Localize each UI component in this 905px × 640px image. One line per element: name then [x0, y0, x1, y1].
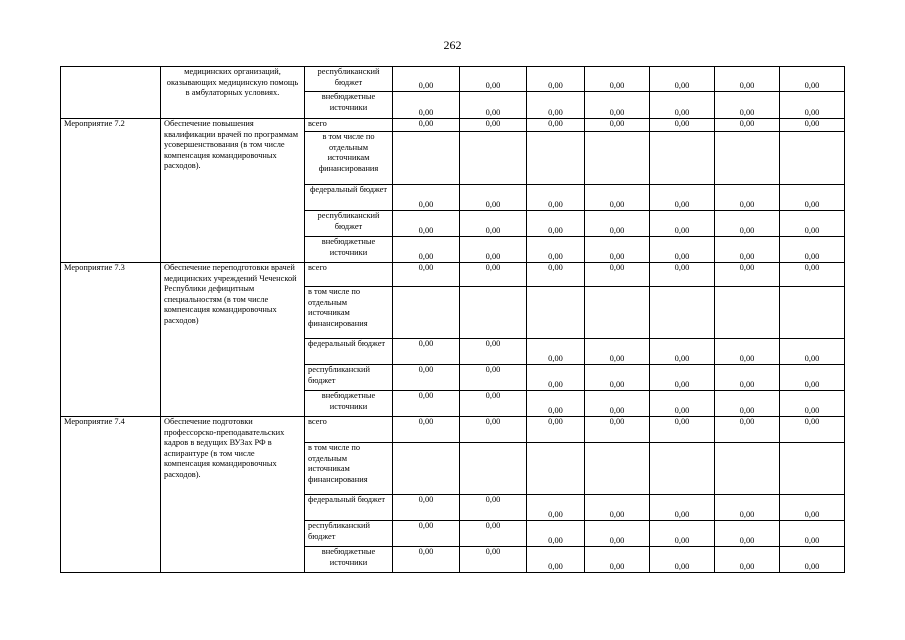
- value-cell: 0,00: [780, 211, 845, 237]
- value-cell: 0,00: [527, 339, 585, 365]
- value-cell: 0,00: [585, 417, 650, 443]
- value-cell: 0,00: [460, 237, 527, 263]
- value-cell: 0,00: [460, 521, 527, 547]
- event-name: Мероприятие 7.3: [61, 263, 161, 417]
- event-name: [61, 67, 161, 119]
- funding-source: федеральный бюджет: [305, 339, 393, 365]
- value-cell: 0,00: [650, 67, 715, 92]
- value-cell: [715, 132, 780, 185]
- value-cell: 0,00: [585, 237, 650, 263]
- value-cell: [393, 132, 460, 185]
- value-cell: 0,00: [460, 211, 527, 237]
- value-cell: [780, 287, 845, 339]
- value-cell: [780, 132, 845, 185]
- value-cell: 0,00: [393, 391, 460, 417]
- value-cell: 0,00: [780, 263, 845, 287]
- value-cell: 0,00: [780, 495, 845, 521]
- value-cell: 0,00: [460, 119, 527, 132]
- value-cell: 0,00: [460, 391, 527, 417]
- value-cell: 0,00: [460, 185, 527, 211]
- value-cell: 0,00: [393, 237, 460, 263]
- funding-source: внебюджетные источники: [305, 237, 393, 263]
- value-cell: 0,00: [715, 417, 780, 443]
- funding-source: всего: [305, 119, 393, 132]
- value-cell: 0,00: [715, 67, 780, 92]
- value-cell: 0,00: [780, 67, 845, 92]
- value-cell: 0,00: [650, 185, 715, 211]
- funding-source: республиканский бюджет: [305, 211, 393, 237]
- value-cell: [715, 287, 780, 339]
- value-cell: 0,00: [393, 417, 460, 443]
- value-cell: 0,00: [460, 92, 527, 119]
- event-name: Мероприятие 7.2: [61, 119, 161, 263]
- table-row: [61, 417, 845, 443]
- funding-source: республиканский бюджет: [305, 365, 393, 391]
- value-cell: 0,00: [527, 92, 585, 119]
- value-cell: 0,00: [715, 237, 780, 263]
- funding-source: федеральный бюджет: [305, 495, 393, 521]
- value-cell: 0,00: [650, 547, 715, 573]
- value-cell: 0,00: [527, 237, 585, 263]
- value-cell: 0,00: [585, 547, 650, 573]
- value-cell: 0,00: [527, 365, 585, 391]
- value-cell: 0,00: [585, 391, 650, 417]
- funding-source: всего: [305, 263, 393, 287]
- value-cell: 0,00: [393, 185, 460, 211]
- value-cell: 0,00: [780, 237, 845, 263]
- value-cell: [650, 443, 715, 495]
- value-cell: 0,00: [527, 417, 585, 443]
- funding-source: республиканский бюджет: [305, 521, 393, 547]
- event-description: Обеспечение переподготовки врачей медицинских учреждений Чеченской Республики дефицитным специальностям (в том числе компенсация командировочных расходов): [161, 263, 305, 417]
- value-cell: 0,00: [715, 92, 780, 119]
- value-cell: 0,00: [585, 263, 650, 287]
- value-cell: 0,00: [715, 391, 780, 417]
- value-cell: 0,00: [585, 185, 650, 211]
- value-cell: 0,00: [460, 417, 527, 443]
- value-cell: 0,00: [393, 67, 460, 92]
- table-row: [61, 263, 845, 287]
- value-cell: 0,00: [650, 365, 715, 391]
- value-cell: [527, 443, 585, 495]
- value-cell: 0,00: [585, 339, 650, 365]
- value-cell: [585, 287, 650, 339]
- value-cell: 0,00: [650, 521, 715, 547]
- value-cell: 0,00: [780, 185, 845, 211]
- value-cell: 0,00: [460, 67, 527, 92]
- value-cell: 0,00: [393, 119, 460, 132]
- value-cell: 0,00: [715, 495, 780, 521]
- value-cell: 0,00: [715, 263, 780, 287]
- value-cell: 0,00: [585, 92, 650, 119]
- event-description: Обеспечение подготовки профессорско-преподавательских кадров в ведущих ВУЗах РФ в аспирантуре (в том числе компенсация командировочных расходов).: [161, 417, 305, 573]
- value-cell: 0,00: [780, 417, 845, 443]
- table-row: [61, 67, 845, 92]
- value-cell: 0,00: [585, 67, 650, 92]
- value-cell: 0,00: [527, 495, 585, 521]
- funding-source: федеральный бюджет: [305, 185, 393, 211]
- value-cell: [393, 287, 460, 339]
- value-cell: 0,00: [715, 547, 780, 573]
- value-cell: 0,00: [650, 211, 715, 237]
- value-cell: 0,00: [460, 547, 527, 573]
- funding-source: в том числе по отдельным источникам финансирования: [305, 443, 393, 495]
- funding-source: всего: [305, 417, 393, 443]
- value-cell: 0,00: [460, 263, 527, 287]
- value-cell: [460, 443, 527, 495]
- value-cell: [780, 443, 845, 495]
- value-cell: 0,00: [650, 495, 715, 521]
- value-cell: [527, 287, 585, 339]
- value-cell: [527, 132, 585, 185]
- value-cell: 0,00: [460, 495, 527, 521]
- value-cell: 0,00: [780, 339, 845, 365]
- value-cell: 0,00: [460, 339, 527, 365]
- value-cell: 0,00: [527, 547, 585, 573]
- value-cell: 0,00: [650, 263, 715, 287]
- value-cell: 0,00: [650, 417, 715, 443]
- value-cell: 0,00: [715, 211, 780, 237]
- funding-source: республиканский бюджет: [305, 67, 393, 92]
- value-cell: 0,00: [780, 391, 845, 417]
- value-cell: 0,00: [527, 185, 585, 211]
- funding-source: в том числе по отдельным источникам финансирования: [305, 287, 393, 339]
- funding-source: внебюджетные источники: [305, 391, 393, 417]
- value-cell: 0,00: [393, 263, 460, 287]
- value-cell: [715, 443, 780, 495]
- value-cell: 0,00: [650, 237, 715, 263]
- value-cell: 0,00: [393, 92, 460, 119]
- value-cell: 0,00: [650, 119, 715, 132]
- value-cell: 0,00: [527, 391, 585, 417]
- value-cell: 0,00: [393, 521, 460, 547]
- value-cell: 0,00: [527, 119, 585, 132]
- value-cell: 0,00: [650, 391, 715, 417]
- value-cell: 0,00: [715, 185, 780, 211]
- value-cell: 0,00: [585, 211, 650, 237]
- funding-source: внебюджетные источники: [305, 92, 393, 119]
- value-cell: 0,00: [585, 521, 650, 547]
- value-cell: 0,00: [650, 92, 715, 119]
- value-cell: [460, 287, 527, 339]
- value-cell: 0,00: [780, 119, 845, 132]
- value-cell: 0,00: [393, 365, 460, 391]
- event-description: Обеспечение повышения квалификации врачей по программам усовершенствования (в том числе компенсация командировочных расходов).: [161, 119, 305, 263]
- value-cell: [650, 287, 715, 339]
- value-cell: 0,00: [780, 365, 845, 391]
- value-cell: 0,00: [460, 365, 527, 391]
- value-cell: 0,00: [393, 211, 460, 237]
- value-cell: [585, 443, 650, 495]
- value-cell: [650, 132, 715, 185]
- value-cell: 0,00: [585, 495, 650, 521]
- value-cell: 0,00: [780, 521, 845, 547]
- value-cell: 0,00: [393, 495, 460, 521]
- page-number: 262: [443, 38, 462, 52]
- value-cell: 0,00: [715, 521, 780, 547]
- funding-source: в том числе по отдельным источникам финансирования: [305, 132, 393, 185]
- event-description: медицинских организаций, оказывающих медицинскую помощь в амбулаторных условиях.: [161, 67, 305, 119]
- value-cell: 0,00: [585, 119, 650, 132]
- value-cell: 0,00: [527, 211, 585, 237]
- value-cell: 0,00: [715, 365, 780, 391]
- value-cell: 0,00: [527, 67, 585, 92]
- financing-table: [60, 66, 845, 573]
- value-cell: 0,00: [585, 365, 650, 391]
- value-cell: [585, 132, 650, 185]
- value-cell: 0,00: [527, 263, 585, 287]
- table-row: [61, 119, 845, 132]
- value-cell: [393, 443, 460, 495]
- value-cell: 0,00: [715, 119, 780, 132]
- value-cell: 0,00: [393, 547, 460, 573]
- value-cell: 0,00: [715, 339, 780, 365]
- event-name: Мероприятие 7.4: [61, 417, 161, 573]
- value-cell: 0,00: [393, 339, 460, 365]
- value-cell: 0,00: [780, 92, 845, 119]
- value-cell: [460, 132, 527, 185]
- value-cell: 0,00: [527, 521, 585, 547]
- funding-source: внебюджетные источники: [305, 547, 393, 573]
- value-cell: 0,00: [650, 339, 715, 365]
- value-cell: 0,00: [780, 547, 845, 573]
